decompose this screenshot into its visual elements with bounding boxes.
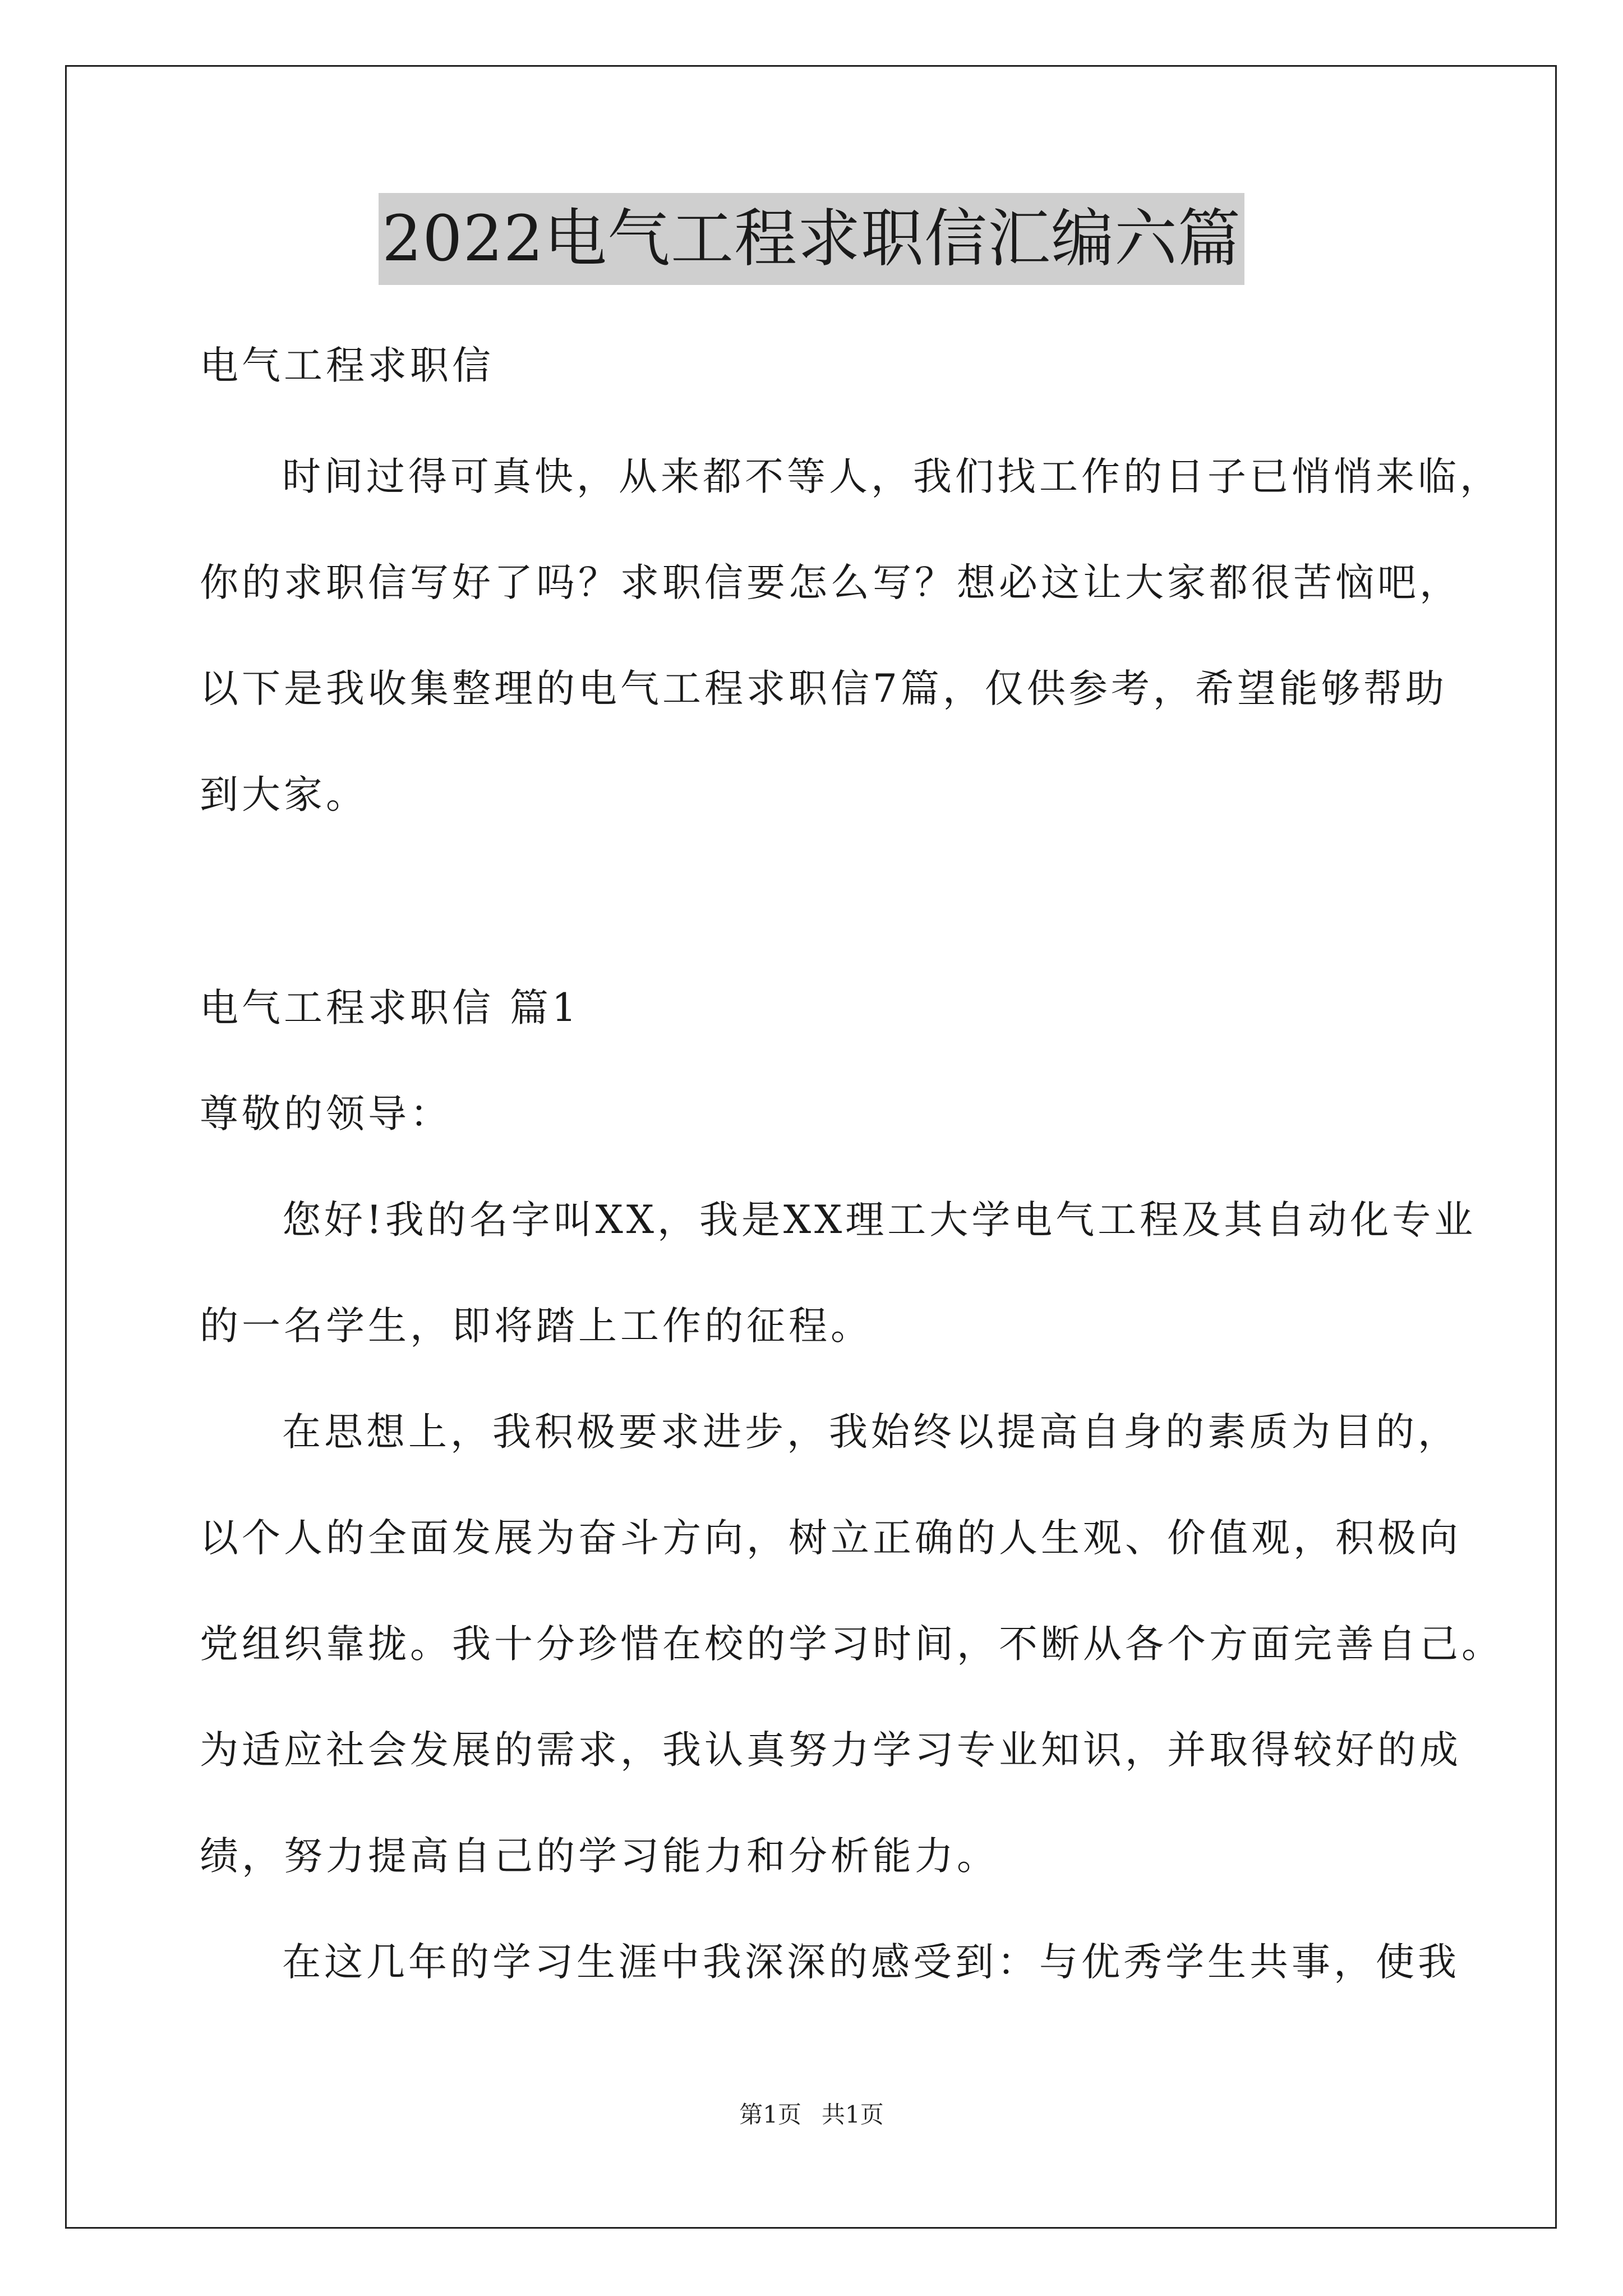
page-total: 共1页 (822, 2101, 884, 2128)
document-title: 2022电气工程求职信汇编六篇 (379, 193, 1244, 285)
paragraph-line: 在思想上，我积极要求进步，我始终以提高自身的素质为目的， (282, 1410, 1460, 1455)
salutation: 尊敬的领导： (200, 1092, 452, 1137)
page-number: 第1页 (739, 2101, 801, 2128)
paragraph-line: 绩，努力提高自己的学习能力和分析能力。 (200, 1834, 999, 1879)
paragraph-line: 党组织靠拢。我十分珍惜在校的学习时间，不断从各个方面完善自己。 (200, 1622, 1504, 1667)
page-footer (0, 2098, 1623, 2132)
paragraph-line: 到大家。 (200, 772, 368, 817)
paragraph-line: 时间过得可真快，从来都不等人，我们找工作的日子已悄悄来临， (282, 454, 1502, 499)
section-heading: 电气工程求职信 (200, 343, 494, 388)
title-wrapper (0, 193, 1623, 285)
paragraph-line: 的一名学生，即将踏上工作的征程。 (200, 1304, 873, 1349)
section-heading: 电气工程求职信 篇1 (200, 986, 580, 1030)
paragraph-line: 你的求职信写好了吗？求职信要怎么写？想必这让大家都很苦恼吧， (200, 560, 1461, 605)
paragraph-line: 以个人的全面发展为奋斗方向，树立正确的人生观、价值观，积极向 (200, 1516, 1461, 1561)
paragraph-line: 在这几年的学习生涯中我深深的感受到：与优秀学生共事，使我 (282, 1940, 1460, 1985)
paragraph-line: 为适应社会发展的需求，我认真努力学习专业知识，并取得较好的成 (200, 1728, 1461, 1773)
paragraph-line: 以下是我收集整理的电气工程求职信7篇，仅供参考，希望能够帮助 (200, 666, 1447, 711)
paragraph-line: 您好!我的名字叫XX，我是XX理工大学电气工程及其自动化专业 (282, 1198, 1477, 1243)
